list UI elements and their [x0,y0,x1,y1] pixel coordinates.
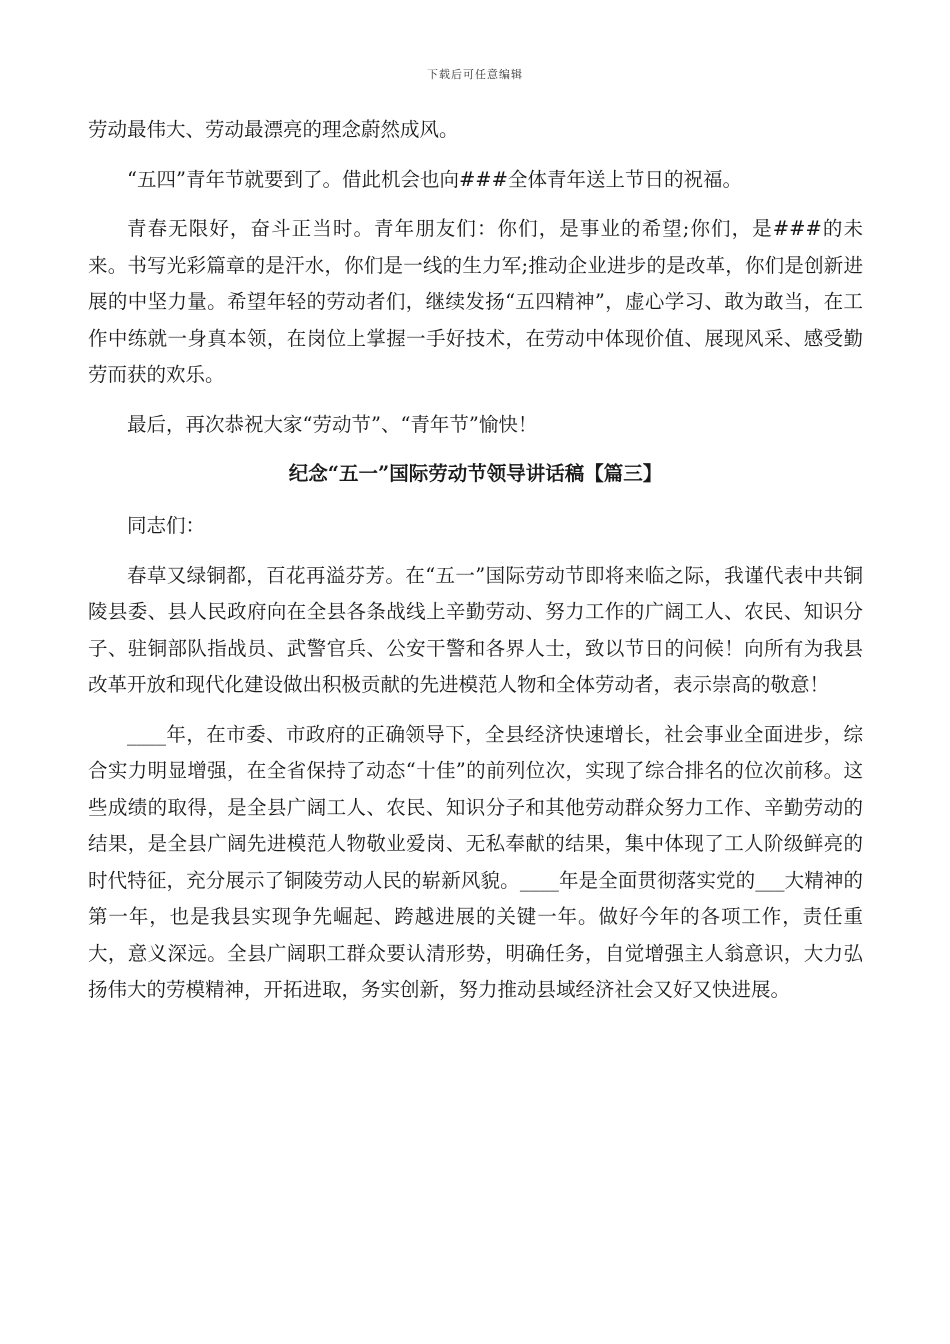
paragraph-youth-day: “五四”青年节就要到了。借此机会也向###全体青年送上节日的祝福。 [127,167,742,191]
paragraph-achievements: ____年，在市委、市政府的正确领导下，全县经济快速增长，社会事业全面进步，综合实力明显增强，在全省保持了动态“十佳”的前列位次，实现了综合排名的位次前移。这些成绩的取得，是全县广阔工人、农民、知识分子和其他劳动群众努力工作、辛勤劳动的结果，是全县广阔先进模范人物敬业爱岗、无私奉献的结果，集中体现了工人阶级鲜亮的时代特征，充分展示了铜陵劳动人民的崭新风貌。____年是全面贯彻落实党的___大精神的第一年，也是我县实现争先崛起、跨越进展的关键一年。做好今年的各项工作，责任重大，意义深远。全县广阔职工群众要认清形势，明确任务，自觉增强主人翁意识，大力弘扬伟大的劳模精神，开拓进取，务实创新，努力推动县域经济社会又好又快进展。 [88,722,863,1001]
paragraph-greetings: 春草又绿铜都，百花再溢芬芳。在“五一”国际劳动节即将来临之际，我谨代表中共铜陵县委、县人民政府向在全县各条战线上辛勤劳动、努力工作的广阔工人、农民、知识分子、驻铜部队指战员、武警官兵、公安干警和各界人士，致以节日的问候！向所有为我县改革开放和现代化建设做出积极贡献的先进模范人物和全体劳动者，表示崇高的敬意！ [88,563,863,696]
page-header: 下载后可任意编辑 [427,68,523,81]
paragraph-youth-message: 青春无限好，奋斗正当时。青年朋友们：你们，是事业的希望;你们，是###的未来。书写光彩篇章的是汗水，你们是一线的生力军;推动企业进步的是改革，你们是创新进展的中坚力量。希望年轻的劳动者们，继续发扬“五四精神”，虚心学习、敢为敢当，在工作中练就一身真本领，在岗位上掌握一手好技术，在劳动中体现价值、展现风采、感受勤劳而获的欢乐。 [88,217,863,386]
paragraph-salutation: 同志们： [127,514,206,537]
paragraph-closing-wishes: 最后，再次恭祝大家“劳动节”、“青年节”愉快！ [127,412,538,436]
section-title: 纪念“五一”国际劳动节领导讲话稿【篇三】 [288,462,663,485]
document-body [88,112,863,1022]
paragraph-continuation: 劳动最伟大、劳动最漂亮的理念蔚然成风。 [88,118,459,141]
